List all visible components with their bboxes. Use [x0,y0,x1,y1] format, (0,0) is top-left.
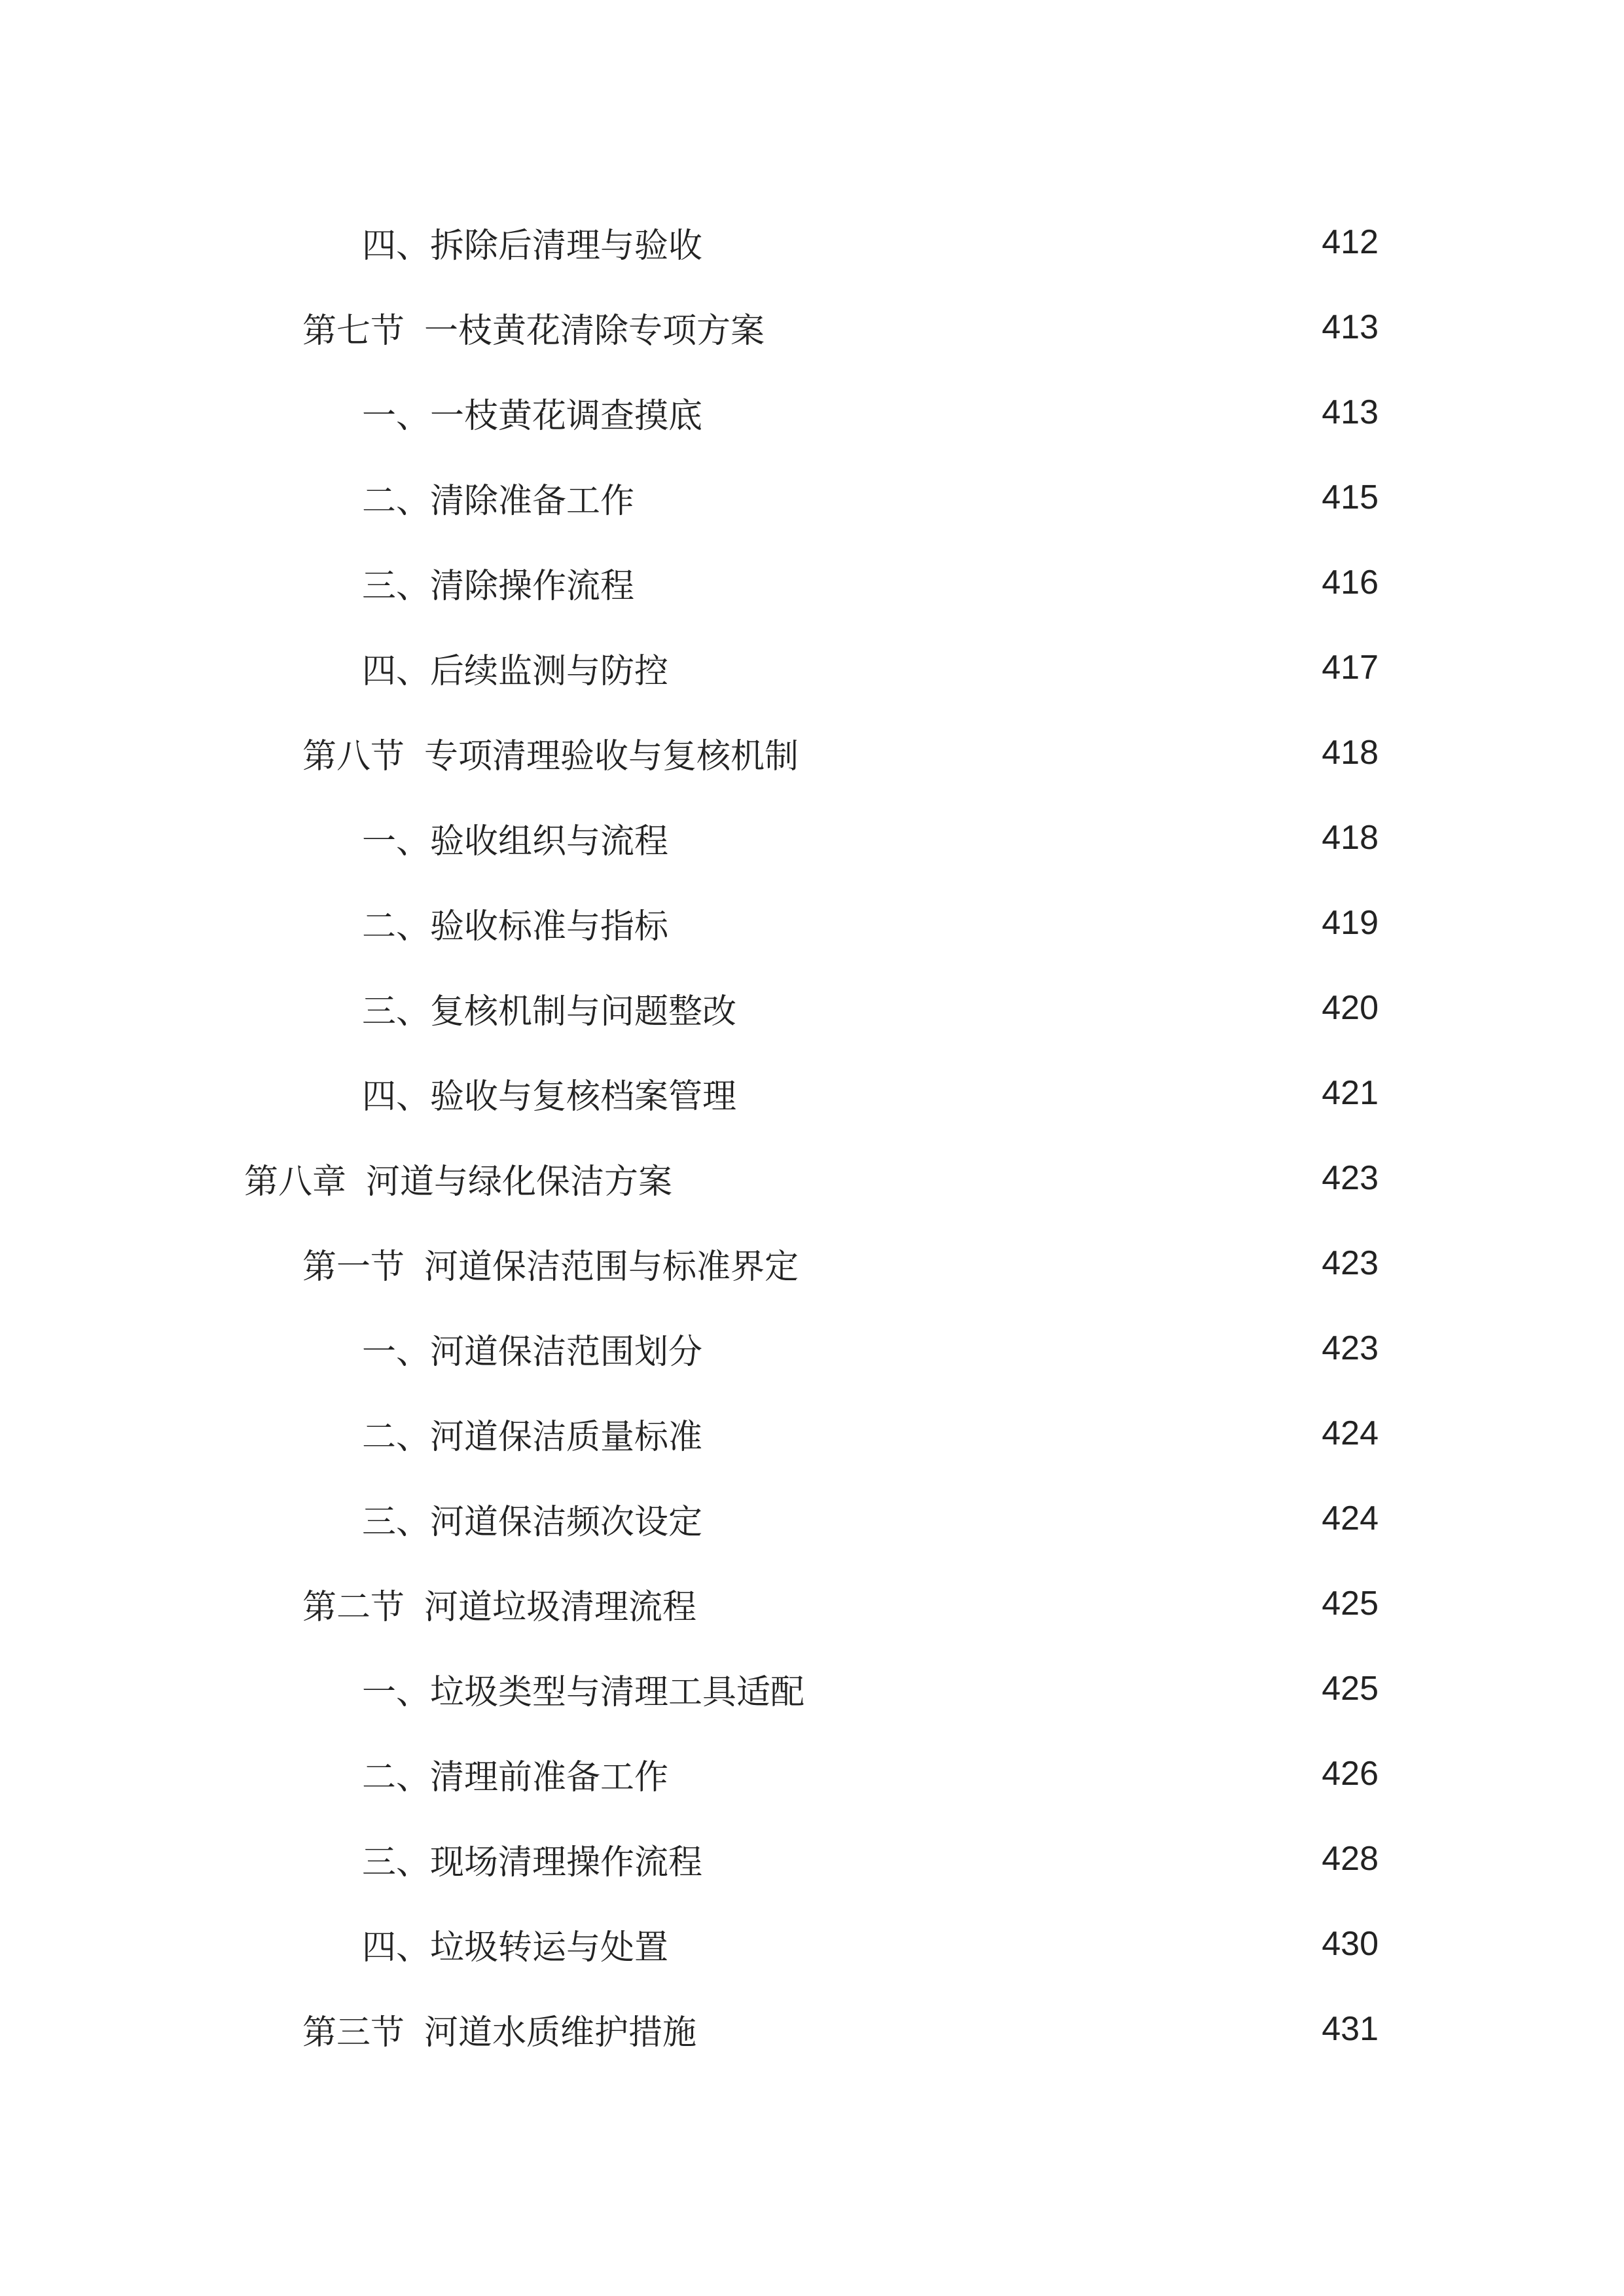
toc-entry-text [302,728,799,778]
toc-entry[interactable] [0,1391,1624,1476]
toc-entry[interactable] [0,1816,1624,1901]
toc-entry-text [362,1324,702,1373]
toc-entry-text [362,643,668,692]
toc-entry[interactable] [0,965,1624,1050]
toc-page-number: 423 [1322,1329,1379,1367]
toc-entry-title: 一、一枝黄花调查摸底 [362,396,703,436]
dot-leader [677,906,1315,940]
toc-entry-label: 第三节 [302,2013,405,2053]
dot-leader [677,1927,1315,1961]
toc-entry-title: 一、垃圾类型与清理工具适配 [362,1672,805,1712]
toc-page-number: 423 [1322,1159,1379,1197]
toc-entry[interactable] [0,880,1624,965]
toc-entry-title: 二、河道保洁质量标准 [362,1417,703,1457]
toc-entry-title: 一、验收组织与流程 [362,821,669,861]
toc-entry-title: 二、清除准备工作 [362,481,635,521]
toc-entry-title: 四、拆除后清理与验收 [362,226,703,266]
toc-entry-title: 四、后续监测与防控 [362,651,669,691]
toc-entry[interactable] [0,370,1624,455]
dot-leader [712,395,1315,429]
toc-entry-label: 第二节 [302,1587,405,1627]
toc-entry-title: 三、现场清理操作流程 [362,1842,703,1882]
dot-leader [808,736,1315,770]
toc-entry-title: 一、河道保洁范围划分 [362,1332,703,1372]
toc-page-number: 425 [1322,1585,1379,1623]
toc-entry-title: 河道垃圾清理流程 [424,1587,697,1627]
dot-leader [712,1501,1315,1535]
toc-page-number: 426 [1322,1755,1379,1793]
toc-entry-text [362,218,702,267]
toc-page-number: 428 [1322,1840,1379,1878]
toc-entry-title: 三、清除操作流程 [362,566,635,606]
toc-entry-title: 河道保洁范围与标准界定 [424,1247,799,1287]
dot-leader [746,1076,1315,1110]
toc-page-number: 413 [1322,393,1379,431]
toc-page-number: 413 [1322,308,1379,346]
toc-entry-text [362,814,668,863]
toc-entry-text [244,1154,672,1203]
dot-leader [706,2012,1315,2046]
toc-entry[interactable] [0,1986,1624,2072]
toc-entry[interactable] [0,795,1624,880]
toc-entry-text [362,984,736,1033]
dot-leader [677,651,1315,685]
toc-entry-text [302,1579,696,1628]
toc-entry-text [362,1069,736,1118]
toc-entry-text [362,1664,804,1713]
toc-entry[interactable] [0,1221,1624,1306]
dot-leader [677,1757,1315,1791]
toc-entry-text [362,1409,702,1458]
toc-entry-title: 河道与绿化保洁方案 [366,1162,673,1202]
dot-leader [677,821,1315,855]
table-of-contents [0,200,1624,2072]
toc-entry[interactable] [0,625,1624,710]
dot-leader [774,310,1315,344]
toc-page-number: 430 [1322,1925,1379,1963]
toc-entry[interactable] [0,1050,1624,1136]
toc-page-number: 419 [1322,904,1379,942]
toc-entry[interactable] [0,1476,1624,1561]
dot-leader [712,1416,1315,1450]
toc-entry-title: 三、复核机制与问题整改 [362,992,737,1031]
toc-entry[interactable] [0,1136,1624,1221]
toc-entry-text [302,1239,799,1288]
toc-entry-text [362,388,702,437]
toc-entry-text [302,303,765,352]
dot-leader [643,565,1315,600]
toc-entry-text [362,899,668,948]
toc-entry-title: 二、清理前准备工作 [362,1757,669,1797]
dot-leader [712,225,1315,259]
toc-entry-title: 三、河道保洁频次设定 [362,1502,703,1542]
toc-entry-text [362,473,634,522]
toc-entry-title: 四、垃圾转运与处置 [362,1928,669,1967]
toc-entry-title: 专项清理验收与复核机制 [424,736,799,776]
toc-page-number: 431 [1322,2010,1379,2048]
toc-page-number: 424 [1322,1499,1379,1537]
toc-entry-title: 一枝黄花清除专项方案 [424,311,765,351]
toc-page-number: 412 [1322,223,1379,261]
toc-entry[interactable] [0,540,1624,625]
toc-entry-label: 第八章 [244,1162,347,1202]
toc-entry-text [362,1749,668,1799]
toc-entry[interactable] [0,455,1624,540]
dot-leader [712,1331,1315,1365]
toc-entry-title: 四、验收与复核档案管理 [362,1077,737,1117]
dot-leader [746,991,1315,1025]
toc-entry[interactable] [0,1646,1624,1731]
dot-leader [706,1587,1315,1621]
toc-page-number: 417 [1322,649,1379,687]
toc-entry-label: 第七节 [302,311,405,351]
toc-entry-text [362,558,634,607]
toc-page-number: 421 [1322,1074,1379,1112]
toc-entry[interactable] [0,710,1624,795]
dot-leader [643,480,1315,514]
dot-leader [808,1246,1315,1280]
toc-page-number: 425 [1322,1670,1379,1708]
toc-entry[interactable] [0,1306,1624,1391]
toc-page-number: 424 [1322,1414,1379,1452]
toc-entry-title: 河道水质维护措施 [424,2013,697,2053]
dot-leader [712,1842,1315,1876]
toc-entry[interactable] [0,1731,1624,1816]
toc-entry-text [362,1835,702,1884]
toc-entry-label: 第八节 [302,736,405,776]
toc-page-number: 423 [1322,1244,1379,1282]
toc-entry-text [362,1494,702,1543]
dot-leader [814,1672,1315,1706]
toc-page-number: 418 [1322,819,1379,857]
toc-entry[interactable] [0,200,1624,285]
toc-entry[interactable] [0,1561,1624,1646]
toc-entry-label: 第一节 [302,1247,405,1287]
toc-page-number: 418 [1322,734,1379,772]
toc-entry-text [302,2005,696,2054]
toc-entry-text [362,1920,668,1969]
toc-page-number: 415 [1322,478,1379,516]
dot-leader [681,1161,1315,1195]
toc-page-number: 420 [1322,989,1379,1027]
toc-entry[interactable] [0,285,1624,370]
toc-entry[interactable] [0,1901,1624,1986]
toc-entry-title: 二、验收标准与指标 [362,906,669,946]
toc-page-number: 416 [1322,564,1379,601]
